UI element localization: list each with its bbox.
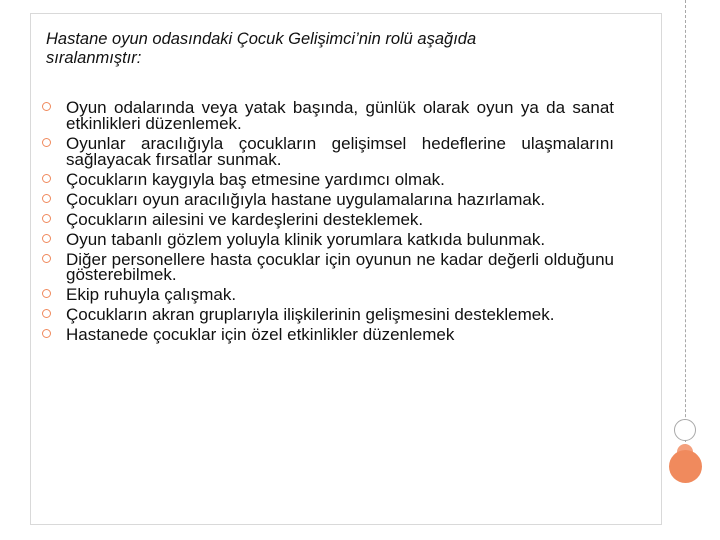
bullet-text: Oyun tabanlı gözlem yoluyla klinik yorumlara katkıda bulunmak. xyxy=(66,229,546,249)
bullet-item xyxy=(40,287,614,303)
circle-bullet-icon xyxy=(42,254,51,263)
bullet-item xyxy=(40,249,614,285)
bullet-item xyxy=(40,327,614,343)
circle-bullet-icon xyxy=(42,289,51,298)
bullet-text: Çocukların akran gruplarıyla ilişkilerinin gelişmesini desteklemek. xyxy=(66,305,555,325)
circle-bullet-icon xyxy=(42,234,51,243)
bullet-text: Oyun odalarında veya yatak başında, günlük olarak oyun ya da sanat etkinlikleri düzenlemek. xyxy=(66,98,614,133)
circle-bullet-icon xyxy=(42,102,51,111)
bullet-item xyxy=(40,209,614,229)
circle-bullet-icon xyxy=(42,309,51,318)
bullet-list xyxy=(40,100,614,347)
bullet-text: Çocukları oyun aracılığıyla hastane uygulamalarına hazırlamak. xyxy=(66,189,546,209)
circle-bullet-icon xyxy=(42,329,51,338)
title-line-2: sıralanmıştır: xyxy=(46,49,142,67)
bullet-text: Diğer personellere hasta çocuklar için oyunun ne kadar değerli olduğunu gösterebilmek. xyxy=(66,249,614,285)
decorative-circle-large xyxy=(669,450,702,483)
bullet-text: Hastanede çocuklar için özel etkinlikler düzenlemek xyxy=(66,325,455,345)
bullet-text: Çocukların ailesini ve kardeşlerini desteklemek. xyxy=(66,209,424,229)
bullet-item xyxy=(40,133,614,169)
bullet-text: Oyunlar aracılığıyla çocukların gelişimsel hedeflerine ulaşmalarını sağlayacak fırsatlar sunmak. xyxy=(66,133,614,169)
circle-bullet-icon xyxy=(42,194,51,203)
decorative-dashed-line xyxy=(685,0,686,452)
bullet-text: Çocukların kaygıyla baş etmesine yardımcı olmak. xyxy=(66,169,445,189)
circle-bullet-icon xyxy=(42,214,51,223)
circle-bullet-icon xyxy=(42,138,51,147)
bullet-item xyxy=(40,100,614,132)
bullet-item xyxy=(40,229,614,249)
circle-bullet-icon xyxy=(42,174,51,183)
bullet-item xyxy=(40,169,614,189)
title-line-1: Hastane oyun odasındaki Çocuk Gelişimci’nin rolü aşağıda xyxy=(46,30,477,48)
bullet-item xyxy=(40,189,614,209)
bullet-item xyxy=(40,307,614,323)
decorative-circle-outline xyxy=(674,419,696,441)
bullet-text: Ekip ruhuyla çalışmak. xyxy=(66,285,237,305)
slide-title xyxy=(46,30,626,68)
